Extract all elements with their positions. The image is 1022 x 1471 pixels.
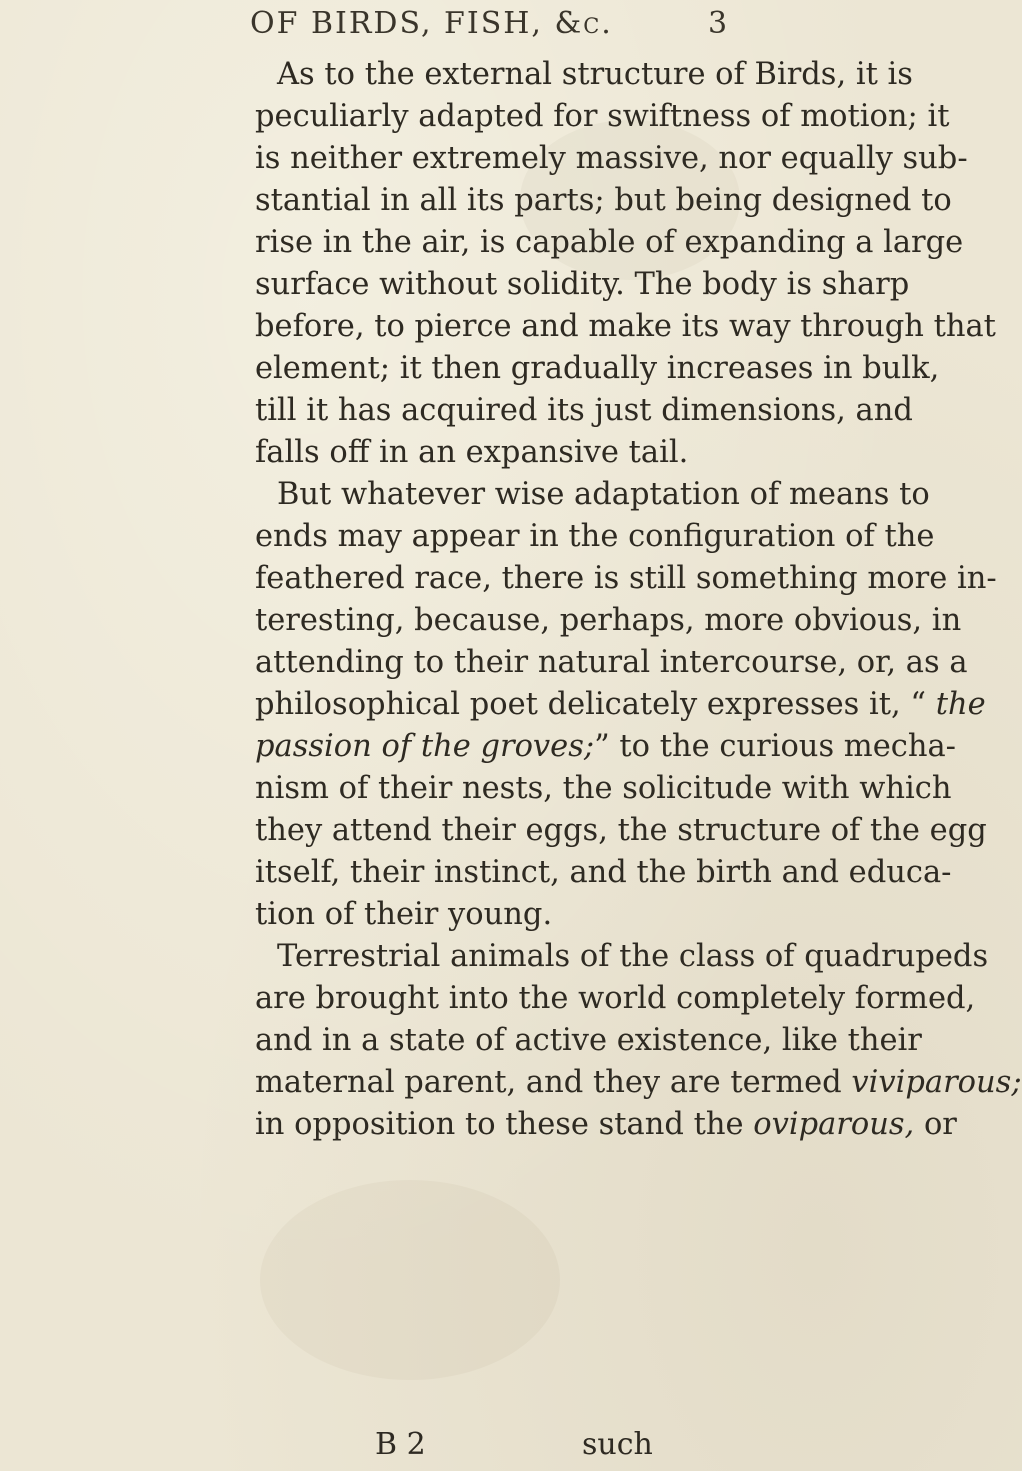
page-number: 3	[708, 6, 728, 41]
text-line: feathered race, there is still something more in-	[255, 561, 997, 596]
text-line: As to the external structure of Birds, it is	[277, 57, 913, 92]
text-line: in opposition to these stand the oviparous, or	[255, 1107, 957, 1142]
text-line: ends may appear in the configuration of the	[255, 519, 935, 554]
text-line: element; it then gradually increases in bulk,	[255, 351, 940, 386]
text-line: and in a state of active existence, like their	[255, 1023, 922, 1058]
text-line: till it has acquired its just dimensions, and	[255, 393, 913, 428]
text-line: is neither extremely massive, nor equally sub-	[255, 141, 968, 176]
text-line: Terrestrial animals of the class of quadrupeds	[277, 939, 989, 974]
text-line: peculiarly adapted for swiftness of motion; it	[255, 99, 950, 134]
running-title: OF BIRDS, FISH, &c.	[250, 6, 613, 41]
text-line: passion of the groves;” to the curious mecha-	[255, 729, 956, 764]
text-line: itself, their instinct, and the birth and educa-	[255, 855, 952, 890]
text-line: tion of their young.	[255, 897, 553, 932]
text-line: they attend their eggs, the structure of the egg	[255, 813, 987, 848]
text-line: rise in the air, is capable of expanding a large	[255, 225, 964, 260]
paper-stain	[260, 1180, 560, 1380]
catchword: such	[582, 1427, 653, 1462]
text-line: before, to pierce and make its way through that	[255, 309, 996, 344]
text-line: maternal parent, and they are termed viviparous;	[255, 1065, 1022, 1100]
text-line: falls off in an expansive tail.	[255, 435, 689, 470]
text-line: stantial in all its parts; but being designed to	[255, 183, 952, 218]
text-line: But whatever wise adaptation of means to	[277, 477, 930, 512]
text-line: surface without solidity. The body is sharp	[255, 267, 910, 302]
signature-mark: B 2	[375, 1427, 426, 1462]
text-line: are brought into the world completely formed,	[255, 981, 976, 1016]
text-line: attending to their natural intercourse, or, as a	[255, 645, 968, 680]
text-line: teresting, because, perhaps, more obvious, in	[255, 603, 962, 638]
text-line: philosophical poet delicately expresses it, “ the	[255, 687, 986, 722]
text-line: nism of their nests, the solicitude with which	[255, 771, 952, 806]
